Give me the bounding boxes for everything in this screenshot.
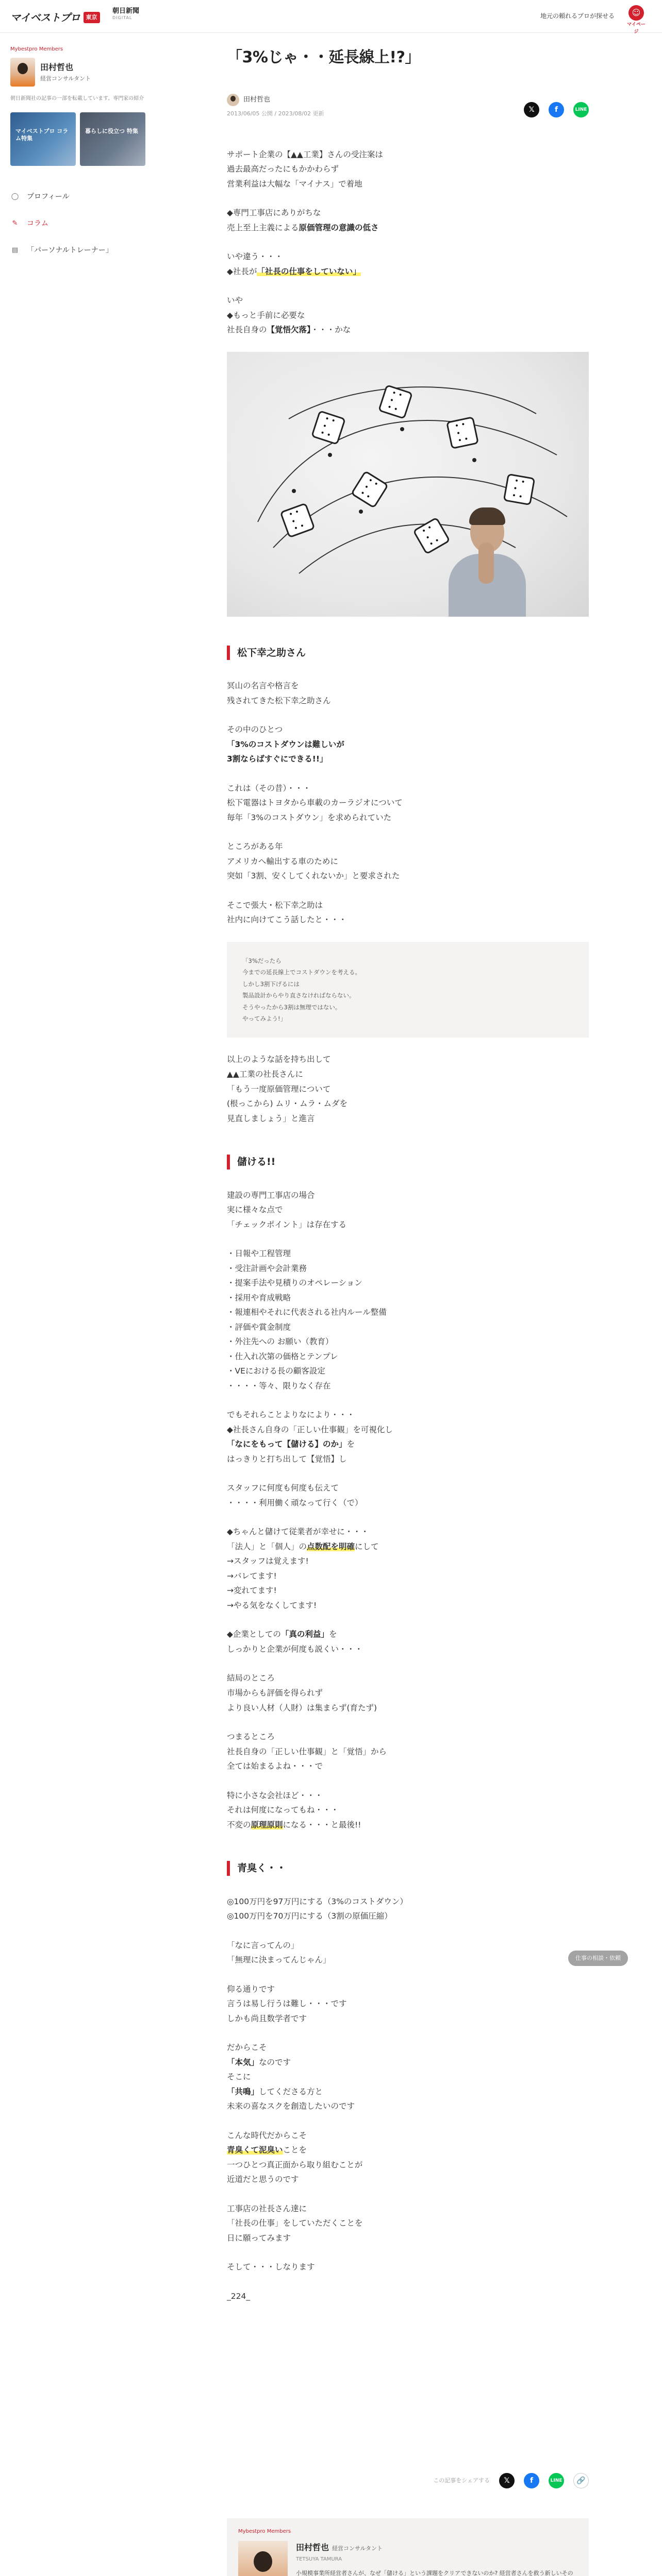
paragraph: 以上のような話を持ち出して ▲▲工業の社長さんに 「もう一度原価管理について (根っこから) ムリ・ムラ・ムダを 見直しましょう」と進言: [227, 1055, 348, 1123]
text: いや ◆もっと手前に必要な 社長自身の: [227, 296, 305, 335]
paragraph: 「なに言ってんの」 「無理に決まってんじゃん」: [227, 1940, 331, 1965]
paragraph: 冥山の名言や格言を 残されてきた松下幸之助さん: [227, 681, 331, 705]
author-role: 経営コンサルタント: [332, 2545, 383, 2552]
sidebar-description: 朝日新聞社の記事の一部を転載しています。専門家の紹介: [10, 96, 144, 101]
author-photo[interactable]: [238, 2541, 288, 2576]
article: [227, 45, 589, 2318]
emphasis: 「真の利益」: [280, 1630, 329, 1639]
paragraph: つまるところ 社長自身の「正しい仕事観」と「覚悟」から 全ては始まるよね・・・で: [227, 1732, 387, 1771]
text: してくださる方と 未来の喜なスクを創造したいのです: [227, 2087, 355, 2111]
text: ・・・かな: [310, 325, 351, 335]
sidebar-item-label: コラム: [27, 219, 48, 228]
paragraph: _224_: [227, 2291, 251, 2301]
link-copy-icon[interactable]: 🔗: [573, 2473, 589, 2488]
share-buttons-top: [524, 102, 589, 117]
share-label: この記事をシェアする: [433, 2477, 490, 2484]
x-share-icon[interactable]: 𝕏: [524, 102, 539, 117]
facebook-share-icon[interactable]: f: [549, 102, 564, 117]
text: なのです そこに: [227, 2057, 291, 2082]
user-icon: ☺: [628, 5, 644, 21]
avatar: [10, 58, 35, 87]
author-description: 小規模事業所経営者さんが、なぜ「儲ける」という課題をクリアできないのか? 経営者さんを救う新しいその: [296, 2569, 573, 2576]
share-buttons-bottom: [227, 2473, 589, 2488]
sidebar-item-trainer[interactable]: [10, 237, 145, 264]
text: いや違う・・・ ◆社長が: [227, 252, 283, 276]
person-icon: ◯: [11, 192, 19, 200]
dice-man-image: [227, 352, 589, 617]
paragraph: [227, 722, 589, 767]
page-title: 「3%じゃ・・延長線上!?」: [227, 48, 421, 66]
paragraph: スタッフに何度も何度も伝えて ・・・・利用働く頑なって行く（で）: [227, 1483, 363, 1507]
text: でもそれらことよりなにより・・・ ◆社長さん自身の「正しい仕事観」を可視化し: [227, 1410, 393, 1434]
author-name-text: 田村哲也: [296, 2543, 329, 2552]
section-heading: 松下幸之助さん: [227, 646, 589, 660]
region-badge: 東京: [84, 12, 100, 23]
consult-float-button[interactable]: 仕事の相談・依頼: [568, 1951, 628, 1966]
emphasis: 「なにをもって【儲ける】のか」: [227, 1439, 347, 1449]
author-role: 経営コンサルタント: [40, 75, 91, 82]
logo-text: マイベストプロ: [10, 11, 80, 24]
paragraph: そこで張大・松下幸之助は 社内に向けてこう話したと・・・: [227, 900, 347, 925]
document-icon: ▤: [11, 246, 19, 254]
text: 特に小さな会社ほど・・・ それは何度になってもね・・・ 不変の: [227, 1790, 339, 1829]
paragraph: サポート企業の【▲▲工業】さんの受注案は 過去最高だったにもかかわらず 営業利益は大幅な「マイナス」で着地: [227, 149, 383, 189]
members-tag: Mybestpro Members: [10, 46, 63, 52]
paragraph: そして・・・しなります: [227, 2262, 315, 2272]
paragraph: [227, 293, 589, 337]
text: ◆企業としての: [227, 1630, 281, 1639]
mypage-button[interactable]: [625, 5, 648, 36]
paragraph: 結局のところ 市場からも評価を得られず より良い人材（人財）は集まらず(育たず): [227, 1673, 377, 1713]
sidebar-banners: [10, 112, 145, 166]
paragraph: ところがある年 アメリカへ輸出する車のために 突如「3割、安くしてくれないか」と要求された: [227, 842, 400, 881]
line-share-icon[interactable]: LINE: [573, 102, 589, 117]
paragraph: [227, 1627, 589, 1656]
paragraph: 工事店の社長さん達に 「社長の仕事」をしていただくことを 日に願ってみます: [227, 2204, 363, 2243]
find-pro-link[interactable]: 地元の頼れるプロが探せる: [540, 12, 615, 20]
author-name[interactable]: [296, 2541, 577, 2554]
mypage-label: マイページ: [627, 22, 646, 35]
sidebar-item-profile[interactable]: [10, 183, 145, 210]
x-share-icon[interactable]: 𝕏: [499, 2473, 515, 2488]
thinking-man: [449, 506, 526, 617]
sidebar: [10, 45, 145, 264]
die-icon: [446, 416, 479, 449]
paragraph: 建設の専門工事店の場合 実に様々な点で 「チェックポイント」は存在する: [227, 1190, 347, 1229]
paragraph: [227, 2128, 589, 2187]
emphasis: 「3%のコストダウンは難しいが 3割ならばすぐにできる!!」: [227, 739, 344, 764]
emphasis: 「共鳴」: [227, 2087, 259, 2096]
highlight: 「社長の仕事をしていない」: [257, 266, 361, 276]
sidebar-item-column[interactable]: [10, 210, 145, 237]
sidebar-item-label: プロフィール: [27, 192, 70, 201]
author-name: 田村哲也: [40, 62, 74, 73]
paragraph: [227, 1524, 589, 1613]
text: にして →スタッフは覚えます! →バレてます! →変れてます! →やる気をなくしてます!: [227, 1541, 379, 1610]
sidebar-item-label: 「パーソナルトレーナー」: [27, 246, 113, 255]
paragraph: [227, 249, 589, 279]
author-profile-card: [227, 2518, 589, 2576]
banner-life-feature[interactable]: 暮らしに役立つ 特集: [80, 112, 145, 166]
paragraph: [227, 1408, 589, 1466]
pencil-icon: ✎: [12, 219, 18, 227]
partner-name: 朝日新聞: [112, 7, 140, 15]
highlight: 点数配を明確: [307, 1541, 355, 1551]
line-share-icon[interactable]: LINE: [549, 2473, 564, 2488]
paragraph: 仰る通りです 言うは易し行うは難し・・・です しかも尚且数学者です: [227, 1984, 347, 2023]
paragraph: ◎100万円を97万円にする（3%のコストダウン） ◎100万円を70万円にする（3割の原価圧縮）: [227, 1896, 408, 1921]
paragraph: [227, 1788, 589, 1833]
emphasis: 「本気」: [227, 2057, 259, 2067]
emphasis: 【覚悟欠落】: [267, 325, 311, 335]
emphasis: 原価管理の意識の低さ: [299, 223, 379, 232]
text: を しっかりと企業が何度も説くい・・・: [227, 1630, 363, 1654]
avatar: [227, 94, 239, 106]
banner-column-feature[interactable]: マイベストプロ コラム特集: [10, 112, 76, 166]
text: になる・・・と最後!!: [283, 1820, 361, 1829]
byline-author: 田村哲也: [243, 95, 271, 104]
members-tag: Mybestpro Members: [238, 2529, 291, 2534]
facebook-share-icon[interactable]: f: [524, 2473, 539, 2488]
sidebar-author[interactable]: [10, 58, 145, 87]
site-logo[interactable]: [10, 9, 100, 26]
partner-sub: DIGITAL: [112, 15, 133, 20]
paragraph: [227, 2040, 589, 2114]
die-icon: [503, 473, 536, 505]
author-roman: TETSUYA TAMURA: [296, 2556, 342, 2562]
section-heading: 青臭く・・: [227, 1861, 589, 1876]
checklist: ・日報や工程管理 ・受注計画や会計業務 ・提案手法や見積りのオペレーション ・採用や育成戦略 ・報連相やそれに代表される社内ルール整備 ・評価や賞金制度 ・外注先への お願い（教育） ・仕入れ次第の価格とテンプレ ・VEにおける長の顧客設定 ・・・・等々、限りなく存在: [227, 1249, 387, 1391]
site-header: [0, 0, 662, 33]
text: だからこそ: [227, 2043, 267, 2053]
text: を はっきりと打ち出して【覚悟】し: [227, 1439, 355, 1464]
section-heading: 儲ける!!: [227, 1155, 589, 1170]
publish-dates: 2013/06/05 公開 / 2023/08/02 更新: [227, 110, 324, 117]
highlight: 青臭くて泥臭い: [227, 2145, 283, 2155]
text: ことを 一つひとつ真正面から取り組むことが 近道だと思うのです: [227, 2145, 363, 2184]
sidebar-nav: [10, 183, 145, 264]
text: ◆専門工事店にありがちな 売上至上主義による: [227, 208, 321, 232]
highlight: 原理原則: [251, 1820, 283, 1829]
quote-block: 「3%だったら 今までの延長線上でコストダウンを考える。 しかし3割下げるには 製品設計からやり直さなければならない。 そうやったから3割は無理ではない。 やってみよう!」: [227, 942, 589, 1038]
text: こんな時代だからこそ: [227, 2130, 307, 2140]
paragraph: これは（その昔）・・・ 松下電器はトヨタから車載のカーラジオについて 毎年「3%のコストダウン」を求められていた: [227, 783, 403, 822]
text: ◆ちゃんと儲けて従業者が幸せに・・・ 「法人」と「個人」の: [227, 1527, 369, 1551]
text: その中のひとつ: [227, 725, 283, 735]
partner-logo[interactable]: [112, 7, 148, 20]
paragraph: [227, 206, 589, 235]
